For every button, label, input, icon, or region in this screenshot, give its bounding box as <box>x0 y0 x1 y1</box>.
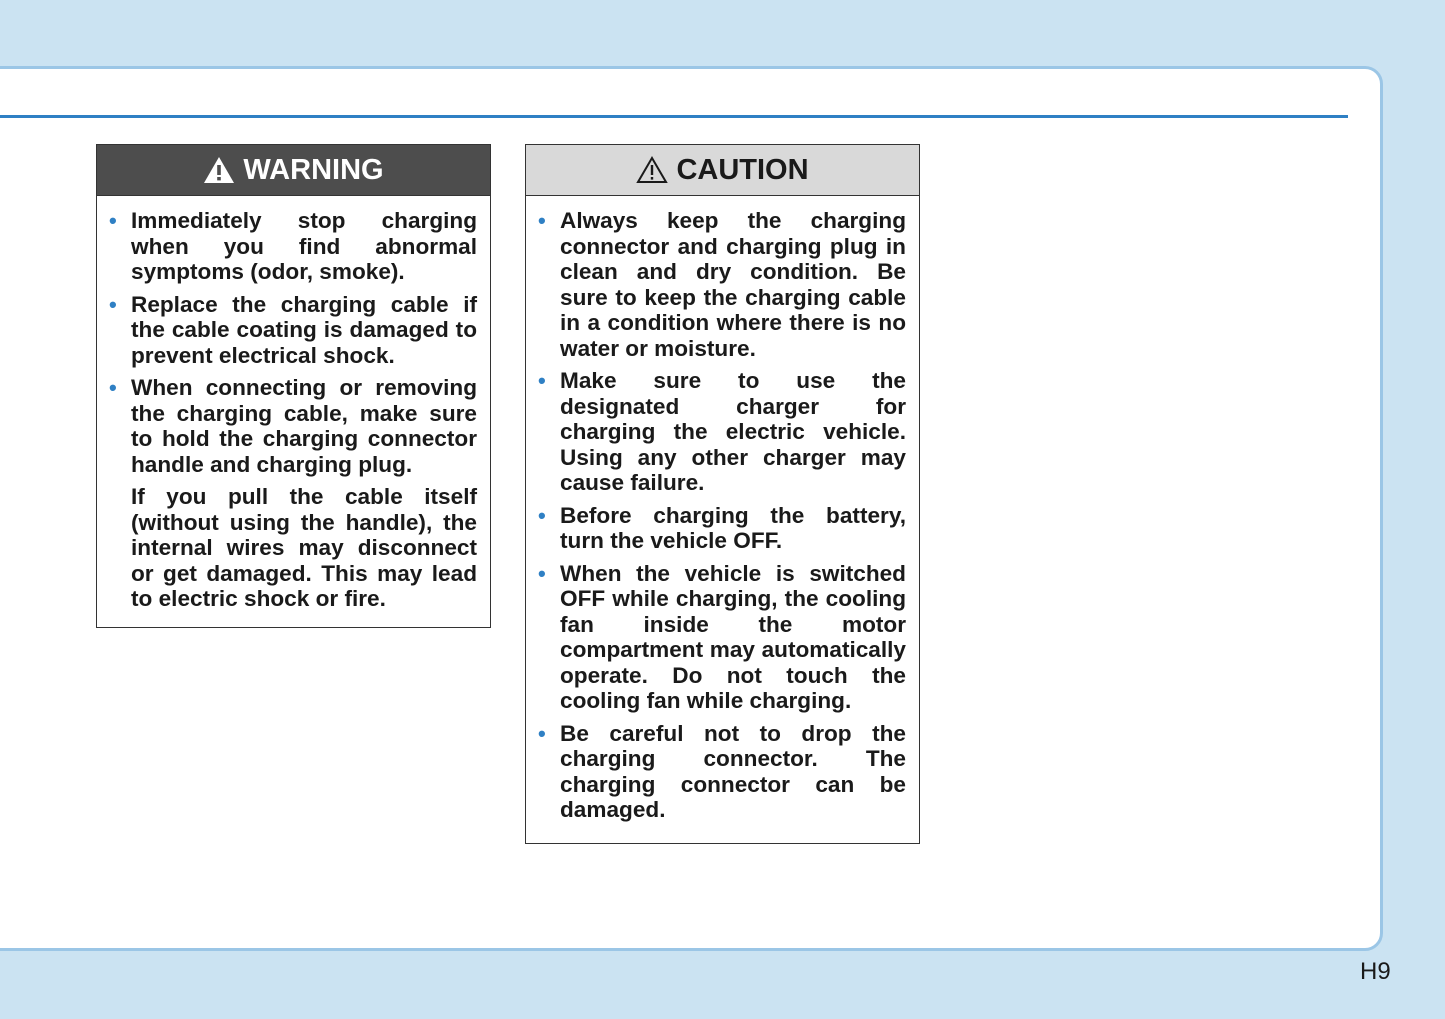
warning-title: WARNING <box>243 153 384 186</box>
caution-item-text: When the vehicle is switched OFF while charging, the cooling fan inside the motor compartment may automatically operate. Do not touch the cooling fan while charging. <box>560 560 906 713</box>
warning-item <box>109 375 477 612</box>
caution-item-text: Make sure to use the designated charger for charging the electric vehicle. Using any other charger may cause failure. <box>560 368 906 495</box>
caution-header <box>526 145 919 196</box>
bullet: • <box>109 375 117 400</box>
caution-item <box>538 208 906 361</box>
caution-item-text: Before charging the battery, turn the vehicle OFF. <box>560 502 906 553</box>
bullet: • <box>538 560 546 586</box>
caution-item <box>538 368 906 496</box>
caution-body <box>526 196 919 823</box>
bullet: • <box>109 208 117 233</box>
warning-item <box>109 208 477 285</box>
warning-header <box>97 145 490 196</box>
bullet: • <box>538 208 546 233</box>
caution-title: CAUTION <box>676 153 809 186</box>
warning-triangle-filled-icon <box>203 156 235 184</box>
caution-item-text: Be careful not to drop the charging connector. The charging connector can be damaged. <box>560 720 906 822</box>
bullet: • <box>538 720 546 746</box>
caution-item <box>538 503 906 554</box>
warning-item <box>109 292 477 369</box>
warning-triangle-outline-icon <box>636 156 668 184</box>
warning-box <box>96 144 491 628</box>
header-rule <box>0 115 1348 118</box>
warning-item-text: Replace the charging cable if the cable coating is damaged to prevent electrical shock. <box>131 291 477 368</box>
bullet: • <box>538 368 546 393</box>
bullet: • <box>109 291 117 317</box>
caution-item <box>538 561 906 714</box>
warning-item-text: When connecting or removing the charging cable, make sure to hold the charging connector handle and charging plug. <box>131 375 477 477</box>
warning-body <box>97 196 490 612</box>
bullet: • <box>538 502 546 528</box>
warning-continuation: If you pull the cable itself (without using the handle), the internal wires may disconnect or get damaged. This may lead to electric shock or fire. <box>131 484 477 611</box>
warning-item-text: Immediately stop charging when you find abnormal symptoms (odor, smoke). <box>131 208 477 284</box>
page-number: H9 <box>1360 958 1391 985</box>
caution-item-text: Always keep the charging connector and charging plug in clean and dry condition. Be sure to keep the charging cable in a condition where there is no water or moisture. <box>560 208 906 361</box>
caution-box <box>525 144 920 844</box>
caution-item <box>538 721 906 823</box>
